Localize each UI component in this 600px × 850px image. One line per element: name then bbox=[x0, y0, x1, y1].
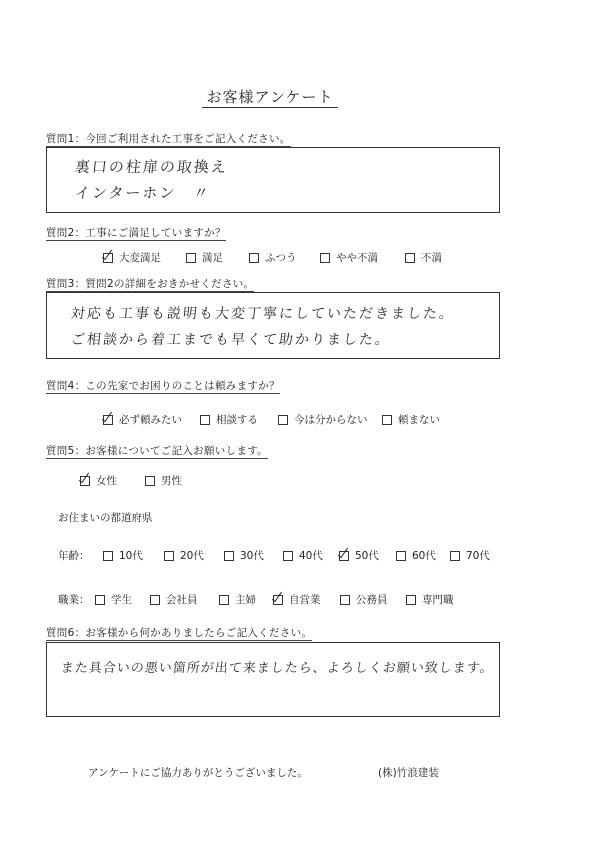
question-3-answer-line-1: 対応も工事も説明も大変丁寧にしていただきました。 bbox=[70, 306, 456, 322]
question-1-answer-line-2: インターホン 〃 bbox=[74, 184, 212, 202]
gender-option-female[interactable]: 女性 bbox=[80, 473, 117, 488]
checkbox[interactable] bbox=[450, 551, 460, 561]
question-1-answer-box[interactable] bbox=[46, 147, 500, 213]
checkbox[interactable] bbox=[80, 476, 90, 486]
q2-option-very-satisfied[interactable]: 大変満足 bbox=[103, 250, 161, 265]
checkbox[interactable] bbox=[382, 415, 392, 425]
page-title: お客様アンケート bbox=[0, 86, 540, 107]
footer-company: (株)竹浪建装 bbox=[378, 767, 439, 779]
checkbox[interactable] bbox=[164, 551, 174, 561]
checkbox[interactable] bbox=[396, 551, 406, 561]
question-3-label: 質問3：質問2の詳細をおきかせください。 bbox=[46, 278, 255, 290]
q4-option-consult[interactable]: 相談する bbox=[200, 412, 258, 427]
checkbox[interactable] bbox=[406, 595, 416, 605]
question-6-label: 質問6：お客様から何かありましたらご記入ください。 bbox=[46, 627, 313, 639]
checkbox[interactable] bbox=[224, 551, 234, 561]
q2-option-satisfied[interactable]: 満足 bbox=[186, 250, 223, 265]
q4-option-will-not[interactable]: 頼まない bbox=[382, 412, 440, 427]
job-option-student[interactable]: 学生 bbox=[95, 592, 132, 607]
job-option-specialist[interactable]: 専門職 bbox=[406, 592, 454, 607]
question-6-answer-box[interactable] bbox=[46, 642, 500, 717]
question-3-answer-box[interactable] bbox=[46, 292, 500, 359]
question-2-label: 質問2：工事にご満足していますか？ bbox=[46, 227, 226, 239]
checkbox[interactable] bbox=[273, 595, 283, 605]
checkbox[interactable] bbox=[339, 551, 349, 561]
checkbox[interactable] bbox=[103, 415, 113, 425]
checkbox[interactable] bbox=[150, 595, 160, 605]
question-1-answer-line-1: 裏口の柱扉の取換え bbox=[74, 158, 229, 176]
question-1-label: 質問1：今回ご利用された工事をご記入ください。 bbox=[46, 133, 291, 145]
checkbox[interactable] bbox=[103, 253, 113, 263]
age-option-60s[interactable]: 60代 bbox=[396, 548, 436, 563]
age-option-20s[interactable]: 20代 bbox=[164, 548, 204, 563]
checkbox[interactable] bbox=[249, 253, 259, 263]
job-option-civil-servant[interactable]: 公務員 bbox=[340, 592, 388, 607]
q4-option-definitely[interactable]: 必ず頼みたい bbox=[103, 412, 182, 427]
job-option-office-worker[interactable]: 会社員 bbox=[150, 592, 198, 607]
checkbox[interactable] bbox=[95, 595, 105, 605]
age-option-70s[interactable]: 70代 bbox=[450, 548, 490, 563]
question-6-answer-line-1: また具合いの悪い箇所が出て来ましたら、よろしくお願い致します。 bbox=[60, 661, 495, 676]
q4-option-not-sure[interactable]: 今は分からない bbox=[278, 412, 368, 427]
question-3-answer-line-2: ご相談から着工までも早くて助かりました。 bbox=[70, 332, 392, 348]
age-option-50s[interactable]: 50代 bbox=[339, 548, 379, 563]
checkbox[interactable] bbox=[145, 476, 155, 486]
age-option-30s[interactable]: 30代 bbox=[224, 548, 264, 563]
question-5-label: 質問5：お客様についてご記入お願いします。 bbox=[46, 445, 268, 457]
job-option-homemaker[interactable]: 主婦 bbox=[219, 592, 256, 607]
question-4-label: 質問4：この先家でお困りのことは頼みますか？ bbox=[46, 380, 280, 392]
job-label: 職業： bbox=[58, 594, 90, 606]
age-option-10s[interactable]: 10代 bbox=[103, 548, 143, 563]
checkbox[interactable] bbox=[200, 415, 210, 425]
checkbox[interactable] bbox=[219, 595, 229, 605]
footer-thanks: アンケートにご協力ありがとうございました。 bbox=[88, 767, 308, 779]
checkbox[interactable] bbox=[103, 551, 113, 561]
age-option-40s[interactable]: 40代 bbox=[283, 548, 323, 563]
prefecture-label: お住まいの都道府県 bbox=[58, 512, 153, 524]
age-label: 年齢： bbox=[58, 550, 90, 562]
gender-option-male[interactable]: 男性 bbox=[145, 473, 182, 488]
q2-option-neutral[interactable]: ふつう bbox=[249, 250, 297, 265]
checkbox[interactable] bbox=[283, 551, 293, 561]
q2-option-somewhat-dissatisfied[interactable]: やや不満 bbox=[320, 250, 378, 265]
job-option-self-employed[interactable]: 自営業 bbox=[273, 592, 321, 607]
checkbox[interactable] bbox=[320, 253, 330, 263]
checkbox[interactable] bbox=[340, 595, 350, 605]
checkbox[interactable] bbox=[186, 253, 196, 263]
checkbox[interactable] bbox=[405, 253, 415, 263]
checkbox[interactable] bbox=[278, 415, 288, 425]
q2-option-dissatisfied[interactable]: 不満 bbox=[405, 250, 442, 265]
